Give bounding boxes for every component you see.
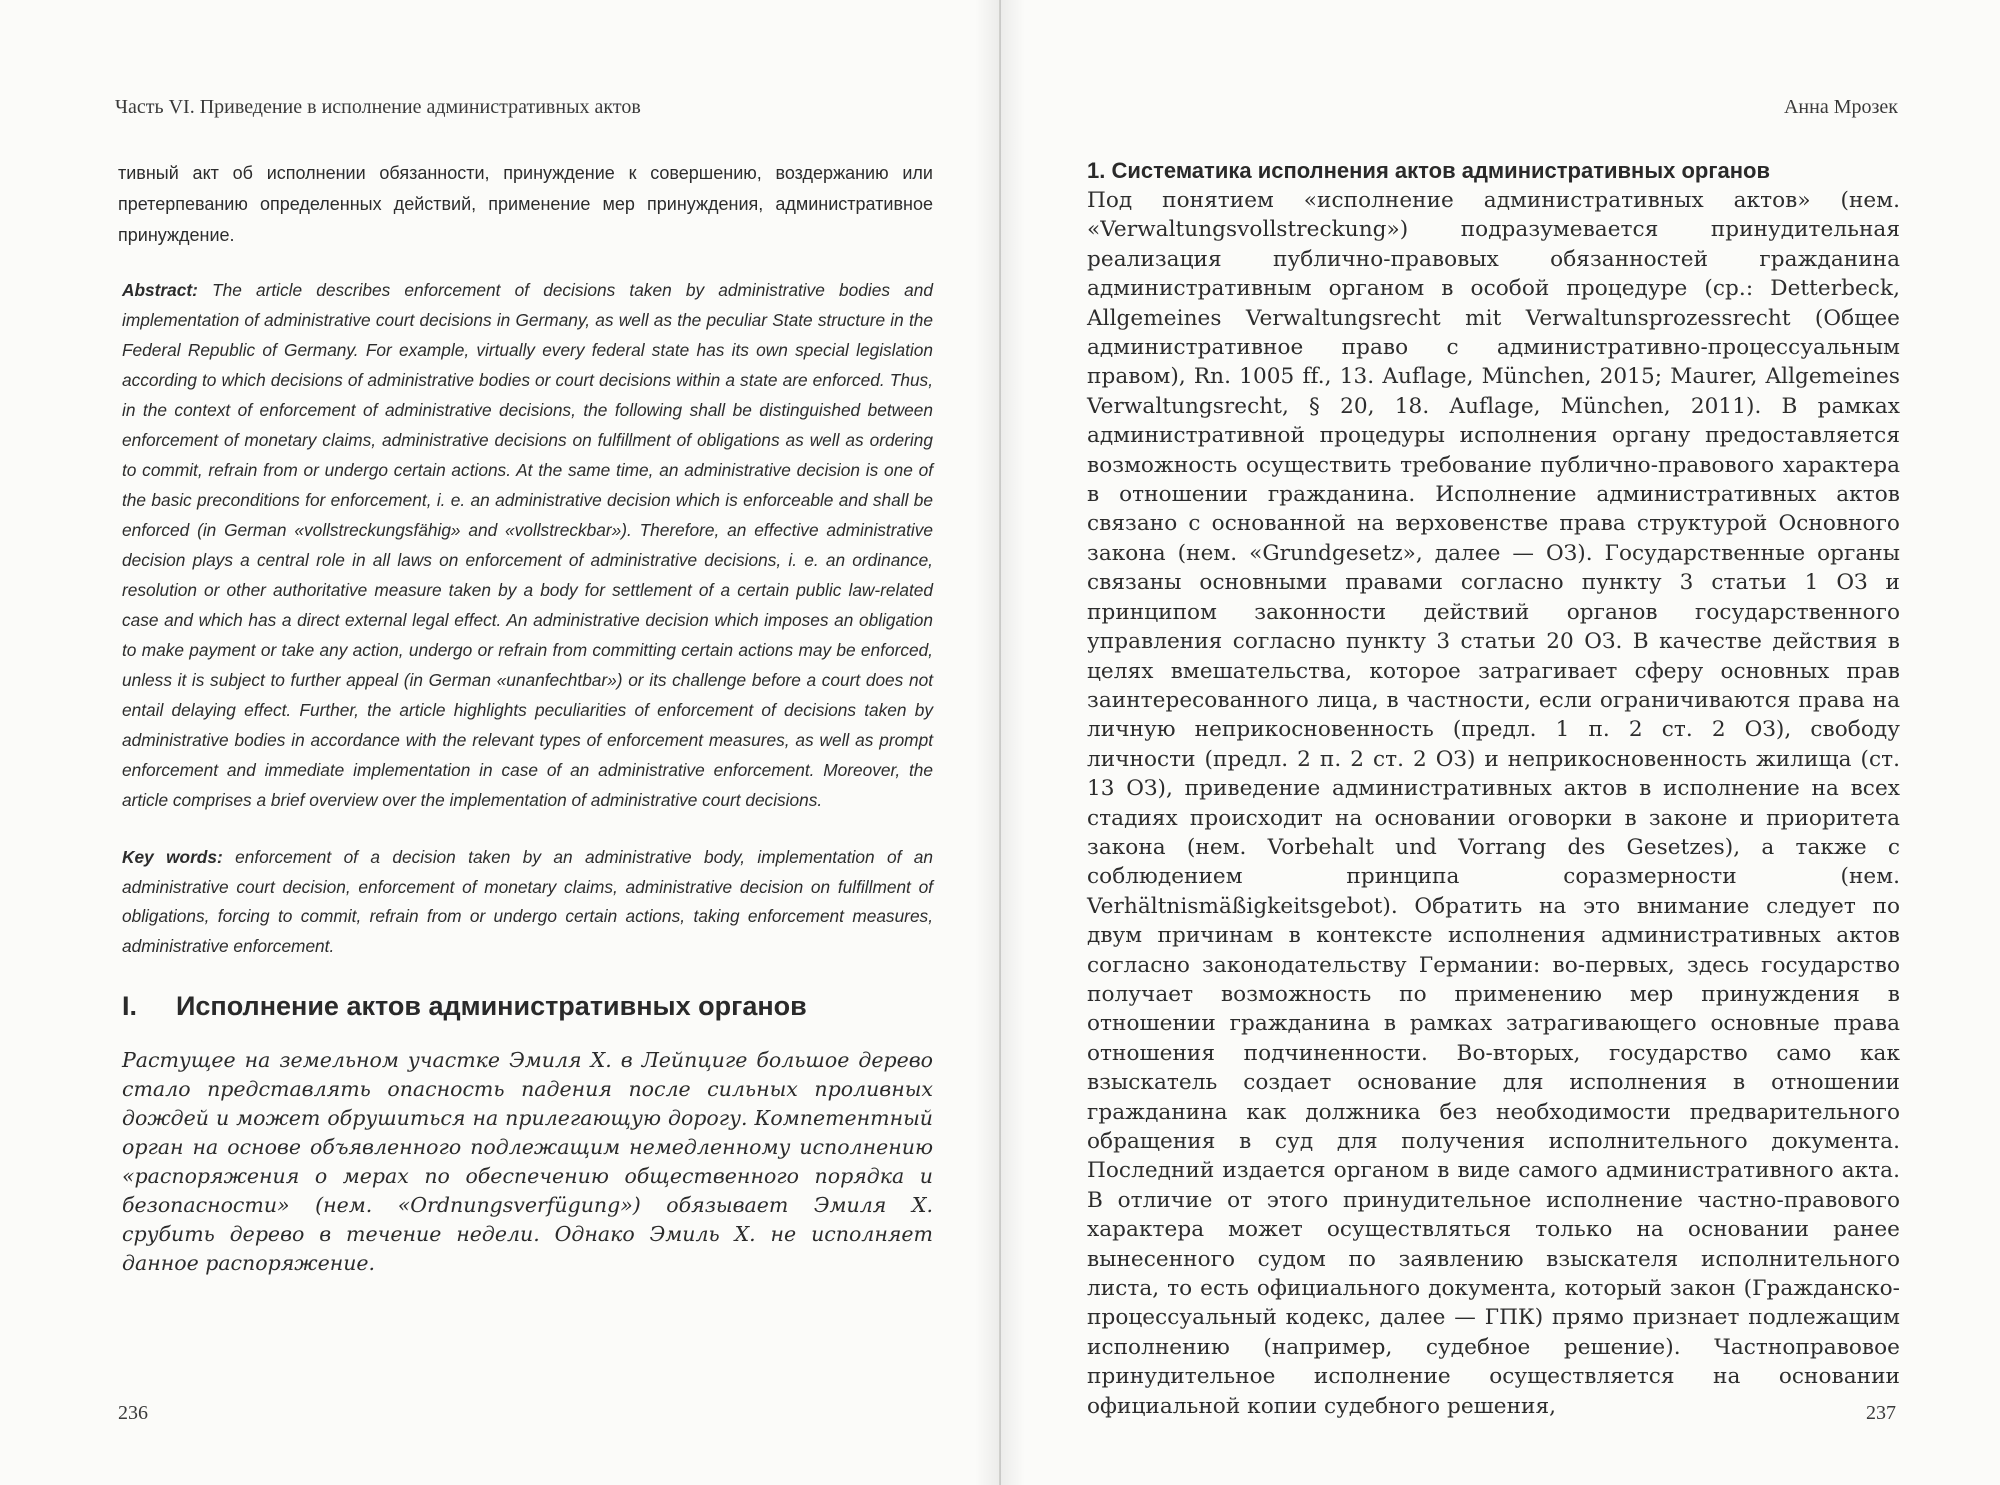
right-page [1001,0,2000,1485]
keywords-text: enforcement of a decision taken by an administrative body, implementation of an administrative court decision, enforcement of monetary claims, administrative decision on fulfillment of obligations, forcing to commit, refrain from or undergo certain actions, taking enforcement measures, administrative enforcement. [122,847,933,956]
section-title: Исполнение актов административных органов [176,991,807,1021]
page-number-left: 236 [118,1402,148,1424]
running-head-left: Часть VI. Приведение в исполнение административных актов [115,96,641,118]
intro-text: тивный акт об исполнении обязанности, принуждение к совершению, воздержанию или претерпеванию определенных действий, применение мер принуждения, административное принуждение. [118,163,933,245]
right-page-content [1087,158,1900,1421]
abstract-label: Abstract: [122,280,198,300]
section-number: I. [122,991,138,1021]
body-text: Под понятием «исполнение административных актов» (нем. «Verwaltungsvollstreckung») подразумевается принудительная реализация публично-правовых обязанностей гражданина административным органом в особой процедуре (ср.: Detterbeck, Allgemeines Verwaltungsrecht mit Verwaltunsprozessrecht (Общее административное право с административно-процессуальным правом), Rn. 1005 ff., 13. Auflage, München, 2015; Maurer, Allgemeines Verwaltungsrecht, § 20, 18. Auflage, München, 2011). В рамках административной процедуры исполнения органу предоставляется возможность осуществить требование публично-правового характера в отношении гражданина. Исполнение административных актов связано с основанной на верховенстве права структурой Основного закона (нем. «Grundgesetz», далее — ОЗ). Государственные органы связаны основными правами согласно пункту 3 статьи 1 ОЗ и принципом законности действий органов государственного управления согласно пункту 3 статьи 20 ОЗ. В качестве действия в целях вмешательства, которое затрагивает сферу основных прав заинтересованного лица, в частности, если ограничиваются права на личную неприкосновенность (предл. 1 п. 2 ст. 2 ОЗ), свободу личности (предл. 2 п. 2 ст. 2 ОЗ) и неприкосновенность жилища (ст. 13 ОЗ), приведение административных актов в исполнение на всех стадиях происходит на основании оговорки в законе и приоритета закона (нем. Vorbehalt und Vorrang des Gesetzes), а также с соблюдением принципа соразмерности (нем. Verhältnismäßigkeitsgebot). Обратить на это внимание следует по двум причинам в контексте исполнения административных актов согласно законодательству Германии: во-первых, здесь государство получает возможность по применению мер принуждения в отношении гражданина в рамках затрагивающего основные права отношения подчиненности. Во-вторых, государство само как взыскатель создает основание для исполнения в отношении гражданина как должника без необходимости предварительного обращения в суд для получения исполнительного документа. Последний издается органом в виде самого административного акта. В отличие от этого принудительное исполнение частно-правового характера может осуществляться только на основании ранее вынесенного судом по заявлению взыскателя исполнительного листа, то есть официального документа, который закон (Гражданско-процессуальный кодекс, далее — ГПК) прямо признает подлежащим исполнению (например, судебное решение). Частноправовое принудительное исполнение осуществляется на основании официальной копии судебного решения, [1087,188,1900,1419]
subsection-heading: 1. Систематика исполнения актов административных органов [1087,158,1770,183]
page-number-right: 237 [1866,1402,1896,1424]
abstract-text: The article describes enforcement of decisions taken by administrative bodies and implementation of administrative court decisions in Germany, as well as the peculiar State structure in the Federal Republic of Germany. For example, virtually every federal state has its own special legislation according to which decisions of administrative bodies or court decisions within a state are enforced. Thus, in the context of enforcement of administrative decisions, the following shall be distinguished between enforcement of monetary claims, administrative decisions on fulfillment of obligations as well as ordering to commit, refrain from or undergo certain actions. At the same time, an administrative decision is one of the basic preconditions for enforcement, i. e. an administrative decision which is enforceable and shall be enforced (in German «vollstreckungsfähig» and «vollstreckbar»). Therefore, an effective administrative decision plays a central role in all laws on enforcement of administrative decisions, i. e. an ordinance, resolution or other authoritative measure taken by a body for settlement of a certain public law-related case and which has a direct external legal effect. An administrative decision which imposes an obligation to make payment or take any action, undergo or refrain from committing certain actions may be enforced, unless it is subject to further appeal (in German «unanfechtbar») or its challenge before a court does not entail delaying effect. Further, the article highlights peculiarities of enforcement of decisions taken by administrative bodies in accordance with the relevant types of enforcement measures, as well as prompt enforcement and immediate implementation in case of an administrative enforcement. Moreover, the article comprises a brief overview over the implementation of administrative court decisions. [122,280,933,810]
keywords [122,843,933,961]
abstract [122,275,933,815]
left-page-content [118,158,933,1278]
running-head-right: Анна Мрозек [1783,96,1898,118]
case-text: Растущее на земельном участке Эмиля Х. в Лейпциге большое дерево стало представлять опасность падения после сильных проливных дождей и может обрушиться на прилегающую дорогу. Компетентный орган на основе объявленного подлежащим немедленному исполнению «распоряжения о мерах по обеспечению общественного порядка и безопасности» (нем. «Ordnungsverfügung») обязывает Эмиля Х. срубить дерево в течение недели. Однако Эмиль Х. не исполняет данное распоряжение. [122,1048,933,1275]
keywords-label: Key words: [122,847,223,867]
section-heading [122,991,933,1022]
